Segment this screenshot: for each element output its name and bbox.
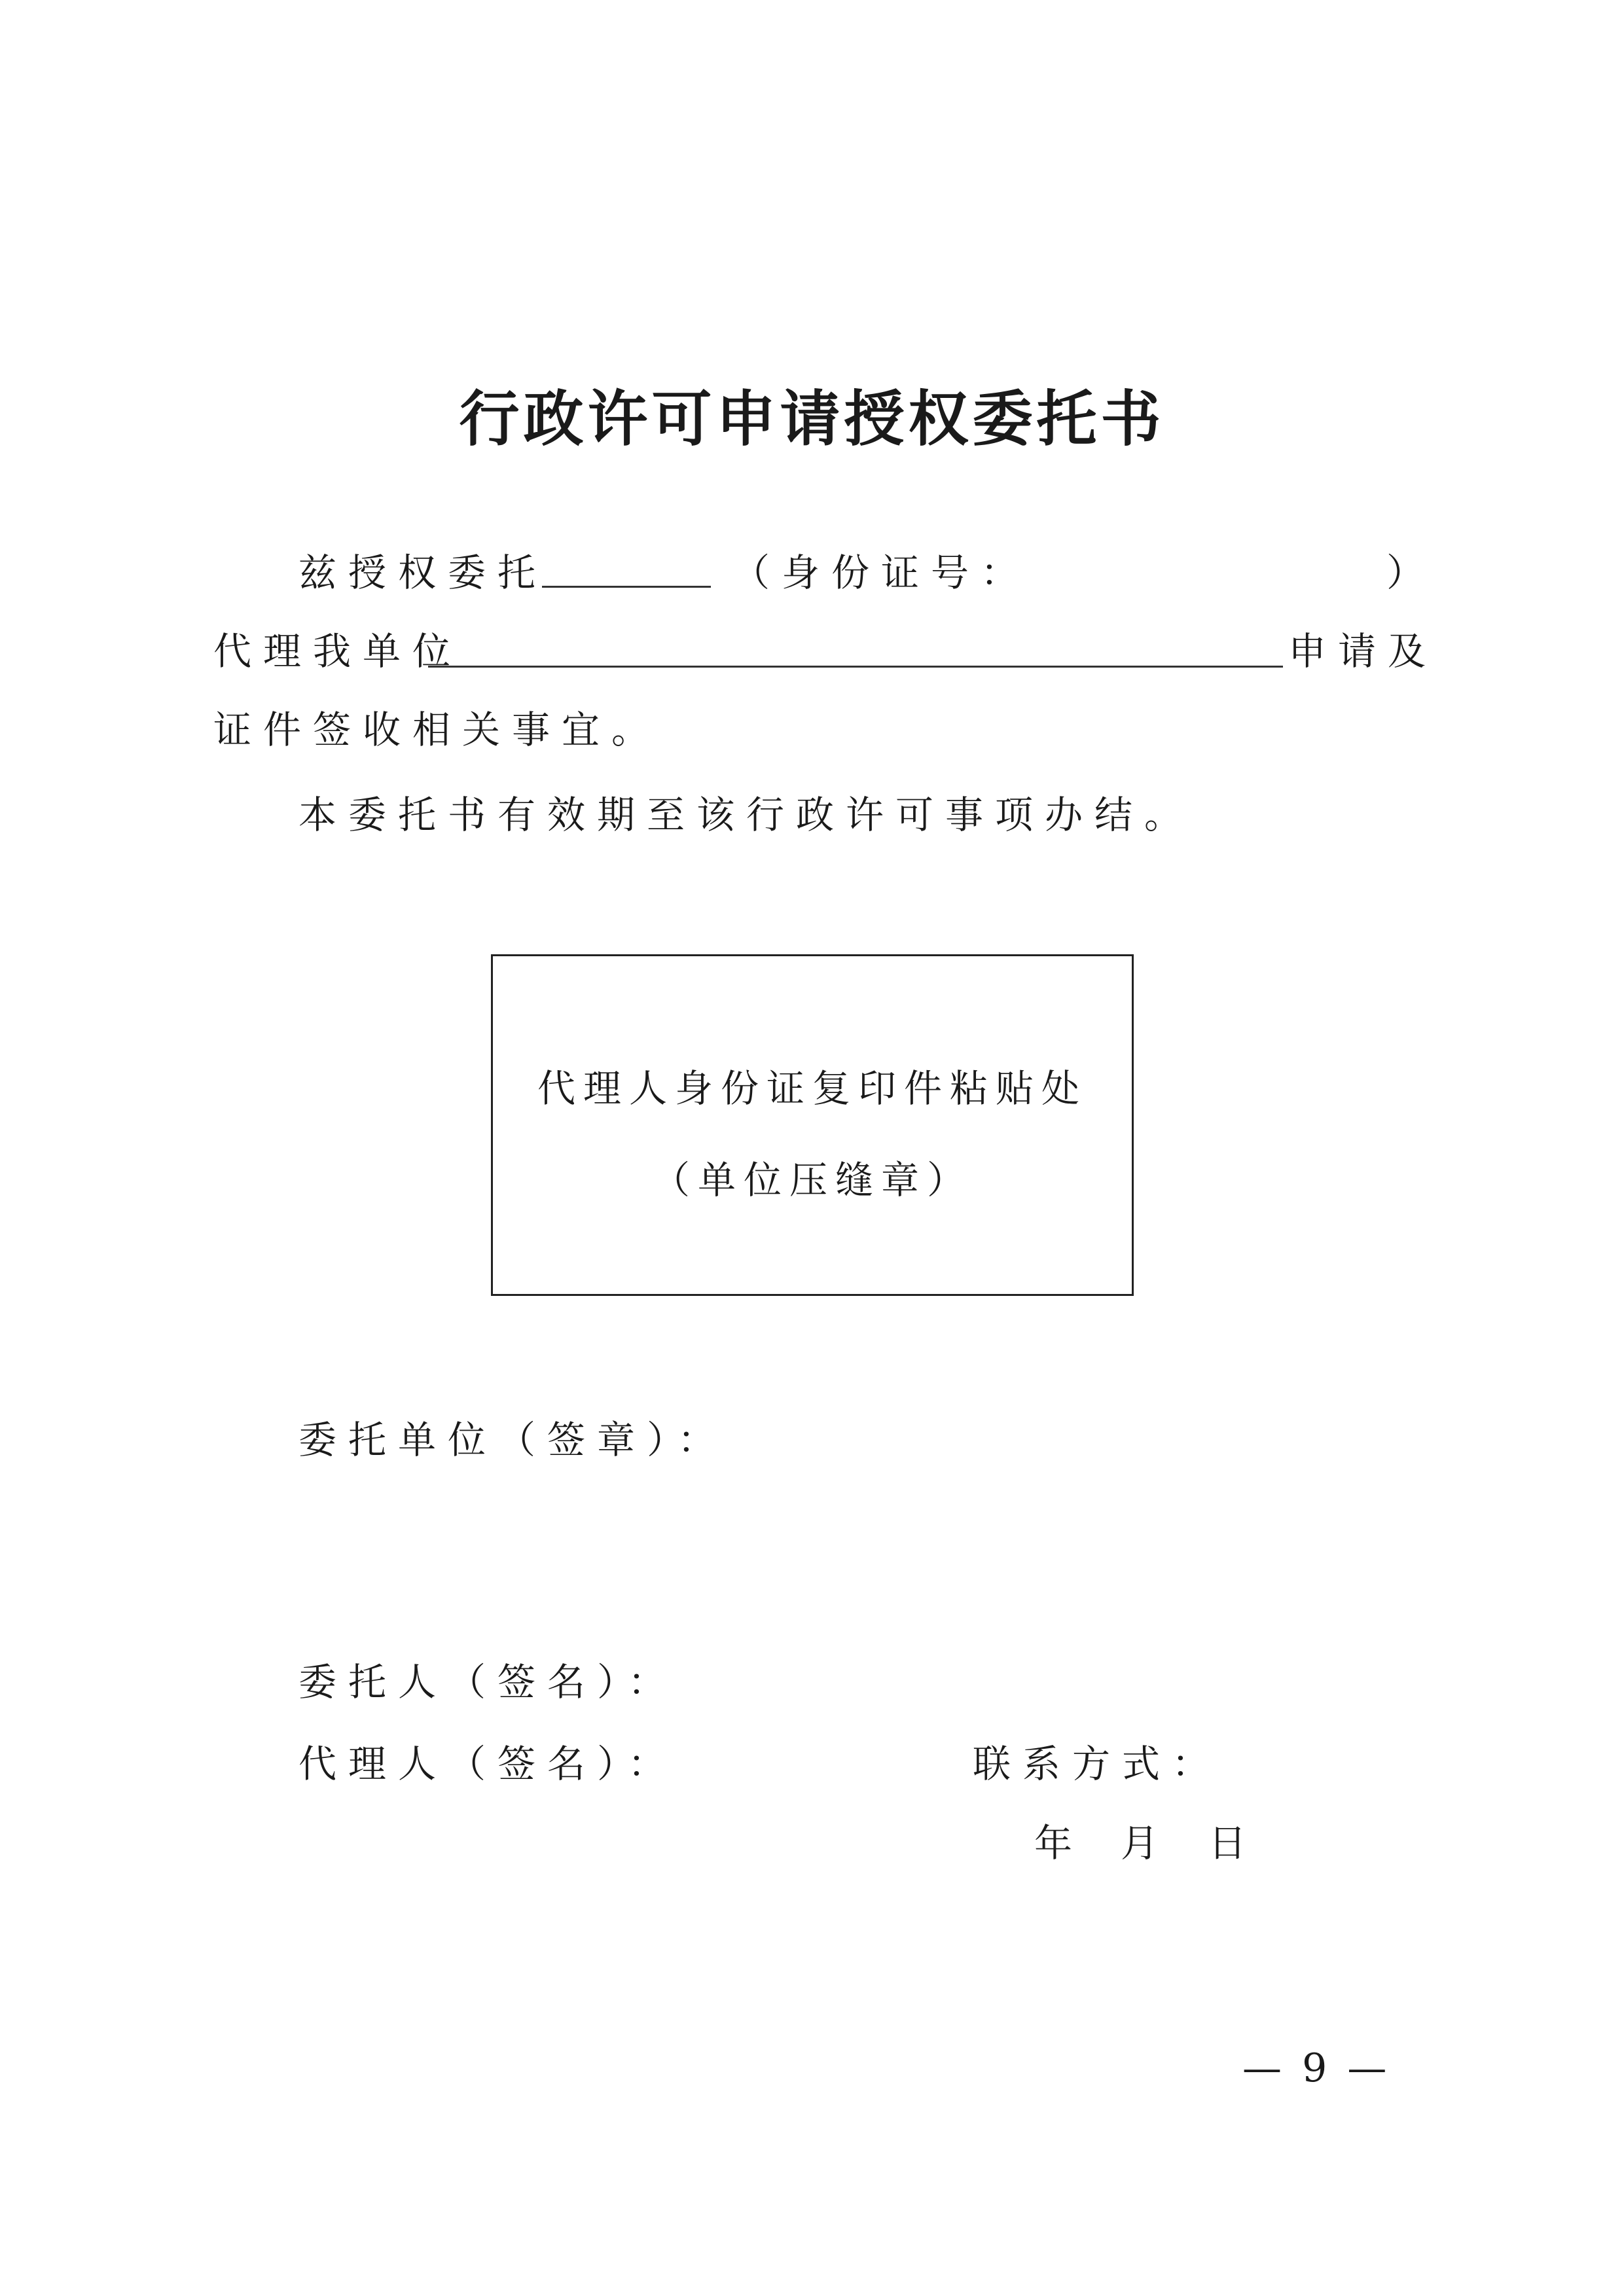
- id-number-label: （身份证号：: [732, 550, 1031, 595]
- contact-label: 联系方式：: [973, 1742, 1222, 1786]
- authorization-line: [0, 547, 1624, 599]
- date-year-label: 年: [1034, 1821, 1085, 1865]
- matter-line: [0, 625, 1624, 677]
- id-copy-paste-box: [491, 954, 1134, 1296]
- agent-name-blank[interactable]: [542, 586, 711, 588]
- entrusting-person-signature-label: 委托人（签名）：: [298, 1660, 678, 1704]
- matter-start: 代理我单位: [213, 629, 463, 673]
- document-title: 行政许可申请授权委托书: [459, 384, 1165, 454]
- matter-blank[interactable]: [428, 666, 1283, 668]
- validity-statement: 本委托书有效期至该行政许可事项办结。: [298, 793, 1195, 837]
- paste-box-label: 代理人身份证复印件粘贴处: [537, 1066, 1087, 1111]
- authorization-start: 兹授权委托: [298, 550, 548, 595]
- agent-signature-label: 代理人（签名）：: [298, 1742, 678, 1786]
- date-day-label: 日: [1208, 1821, 1259, 1865]
- entrusting-unit-signature-label: 委托单位（签章）：: [298, 1418, 728, 1462]
- id-number-close-paren: ）: [1386, 550, 1437, 595]
- matter-continuation: 证件签收相关事宜。: [213, 708, 662, 752]
- date-month-label: 月: [1121, 1821, 1171, 1865]
- page-number: — 9 —: [1242, 2045, 1391, 2091]
- paste-box-seal-note: （单位压缝章）: [651, 1158, 973, 1202]
- matter-end: 申请及: [1288, 629, 1438, 673]
